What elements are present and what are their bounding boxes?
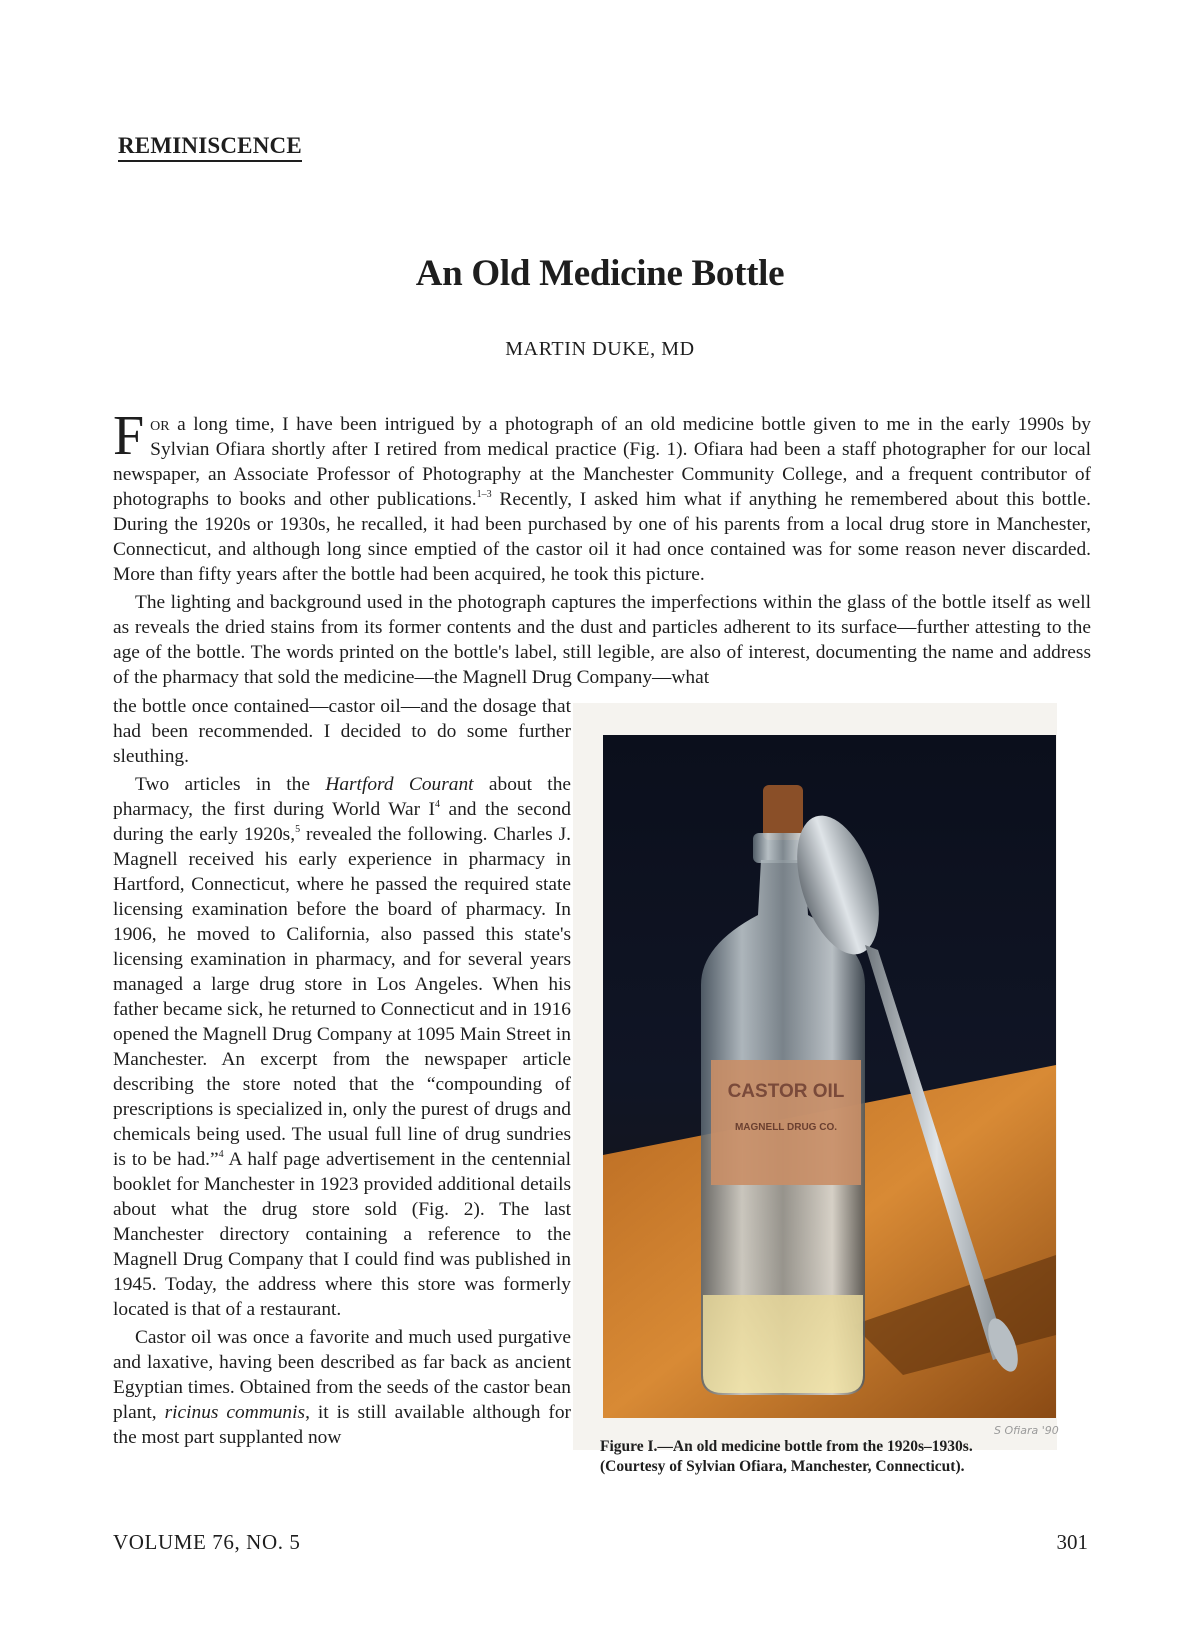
paragraph-3-part: and the second during the early 1920s, [113,799,571,845]
paragraph-3-part: about the pharmacy, the first during World War I [113,774,571,820]
opening-smallcaps: or [150,414,170,435]
reference-marker: 4 [435,799,441,810]
bottle-cork [763,785,803,840]
paragraph-1 [113,405,1091,587]
page-number: 301 [1056,1530,1088,1554]
paragraph-4 [113,1325,571,1450]
paragraph-2: The lighting and background used in the photograph captures the imperfections within the glass of the bottle itself as well as reveals the dried stains from its former contents and the dust and particles adherent to its surface—further attesting to the age of the bottle. The words printed on the bottle's label, still legible, are also of interest, documenting the name and address of the pharmacy that sold the medicine—the Magnell Drug Company—what [113,592,1091,688]
paragraph-4-part: , it is still available although for the most part supplanted now [113,1402,571,1448]
article-title [0,252,1200,296]
figure-caption [600,1437,1060,1477]
paragraph-1-text-end: Recently, I asked him what if anything he remembered about this bottle. During the 1920s or 1930s, he recalled, it had been purchased by one of his parents from a local drug store in Manchester, Connecticut, and although long since emptied of the castor oil it had once contained was for some reason never discarded. More than fifty years after the bottle had been acquired, he took this picture. [113,489,1091,585]
figure-photo [603,735,1056,1418]
photographer-signature: S Ofiara '90 [994,1424,1059,1437]
bottle-oil [703,1295,863,1393]
journal-name: Hartford Courant [325,774,474,795]
paragraph-2-continued: the bottle once contained—castor oil—and the dosage that had been recommended. I decided to do some further sleuthing. [113,696,571,767]
caption-line-1: Figure I.—An old medicine bottle from the 1920s–1930s. [600,1438,973,1455]
paragraph-3-part: Two articles in the [135,774,326,795]
paragraph-3-part: A half page advertisement in the centennial booklet for Manchester in 1923 provided additional details about what the drug store sold (Fig. 2). The last Manchester directory containing a reference to the Magnell Drug Company that I could find was published in 1945. Today, the address where this store was formerly located is that of a restaurant. [113,1149,571,1320]
author-byline: MARTIN DUKE, MD [505,338,695,360]
intro-text-block [113,405,1091,690]
volume-info: VOLUME 76, NO. 5 [113,1530,301,1554]
paragraph-4-part: Castor oil was once a favorite and much used purgative and laxative, having been described as far back as ancient Egyptian times. Obtained from the seeds of the castor bean plant, [113,1327,571,1423]
drop-cap: F [113,405,145,467]
article-title-text: An Old Medicine Bottle [415,253,785,294]
caption-line-2: (Courtesy of Sylvian Ofiara, Manchester, Connecticut). [600,1458,965,1475]
section-label: REMINISCENCE [118,133,302,162]
paragraph-3-part: revealed the following. Charles J. Magnell received his early experience in pharmacy in Hartford, Connecticut, where he passed the required state licensing examination before the board of pharmacy. In 1906, he moved to California, also passed this state's licensing examination in pharmacy, and for several years managed a large drug store in Los Angeles. When his father became sick, he returned to Connecticut and in 1916 opened the Magnell Drug Company at 1095 Main Street in Manchester. An excerpt from the newspaper article describing the store noted that the “compounding of prescriptions is specialized in, only the purest of drugs and chemicals being used. The usual full line of drug sundries is to be had.” [113,824,571,1170]
reference-marker: 5 [295,824,301,835]
label-text-castor-oil: CASTOR OIL [727,1081,845,1102]
paragraph-3 [113,772,571,1322]
paragraph-1-text: a long time, I have been intrigued by a photograph of an old medicine bottle given to me in the early 1990s by Sylvian Ofiara shortly after I retired from medical practice (Fig. 1). Ofiara had been a staff photographer for our local newspaper, an Associate Professor of Photography at the Manchester Community College, and a frequent contributor of photographs to books and other publications. [113,414,1091,510]
reference-marker: 1–3 [476,489,492,500]
species-name: ricinus communis [164,1402,306,1423]
left-column-text [113,694,571,1450]
bottle-photo-graphic [603,735,1056,1418]
reference-marker: 4 [218,1149,224,1160]
label-text-company: MAGNELL DRUG CO. [734,1122,838,1133]
